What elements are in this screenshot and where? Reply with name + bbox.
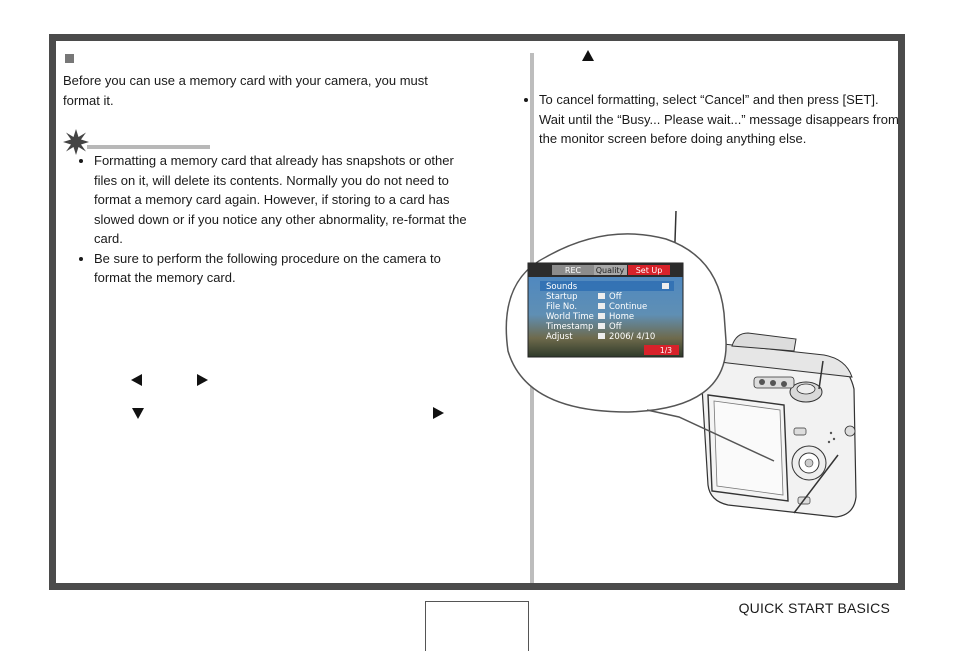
section-title: QUICK START BASICS (738, 600, 890, 616)
row-startup-label: Startup (546, 292, 578, 302)
cancel-text: To cancel formatting, select “Cancel” and then press [SET]. (539, 92, 879, 107)
row-worldtime-label: World Time (546, 312, 594, 322)
bullet-perform-on-camera: • Be sure to perform the following procedure on the camera to format the memory card. (94, 249, 470, 288)
bullet-formatting-warning: • Formatting a memory card that already has snapshots or other files on it, will delete its contents. Normally you do not need to format a memory card again. However, if storing to a card has slowed down or if you notice any other abnormality, re-format the card. (94, 151, 470, 249)
down-arrow-icon (132, 408, 144, 419)
page-indicator: 1/3 (659, 346, 672, 355)
row-adjust-label: Adjust (546, 332, 573, 342)
left-arrow-icon (131, 374, 142, 386)
row-startup-value: Off (609, 292, 622, 302)
tab-quality-label: Quality (595, 266, 625, 275)
cancel-bullets (521, 90, 911, 149)
page-frame (49, 34, 905, 590)
important-bullets (76, 151, 470, 288)
up-arrow-icon (582, 50, 594, 61)
camera-illustration (496, 201, 896, 561)
tab-rec-label: REC (564, 266, 582, 275)
tab-setup-label: Set Up (635, 266, 663, 275)
row-sounds-label: Sounds (546, 282, 578, 292)
important-rule (87, 145, 210, 149)
monitor-screen (528, 263, 683, 357)
right-arrow-icon (197, 374, 208, 386)
row-fileno-value: Continue (609, 302, 648, 312)
row-fileno-label: File No. (546, 302, 578, 312)
right-arrow-icon (433, 407, 444, 419)
row-adjust-value: 2006/ 4/10 (609, 332, 656, 342)
page-number-box (425, 601, 529, 651)
row-timestamp-value: Off (609, 322, 622, 332)
bullet-cancel (539, 90, 911, 149)
row-timestamp-label: Timestamp (546, 322, 594, 332)
wait-note: Wait until the “Busy... Please wait...” message disappears from the monitor screen before doing anything else. (539, 111, 899, 146)
row-worldtime-value: Home (609, 312, 635, 322)
intro-text: Before you can use a memory card with your camera, you must format it. (63, 73, 428, 108)
section-marker-icon (65, 54, 74, 63)
